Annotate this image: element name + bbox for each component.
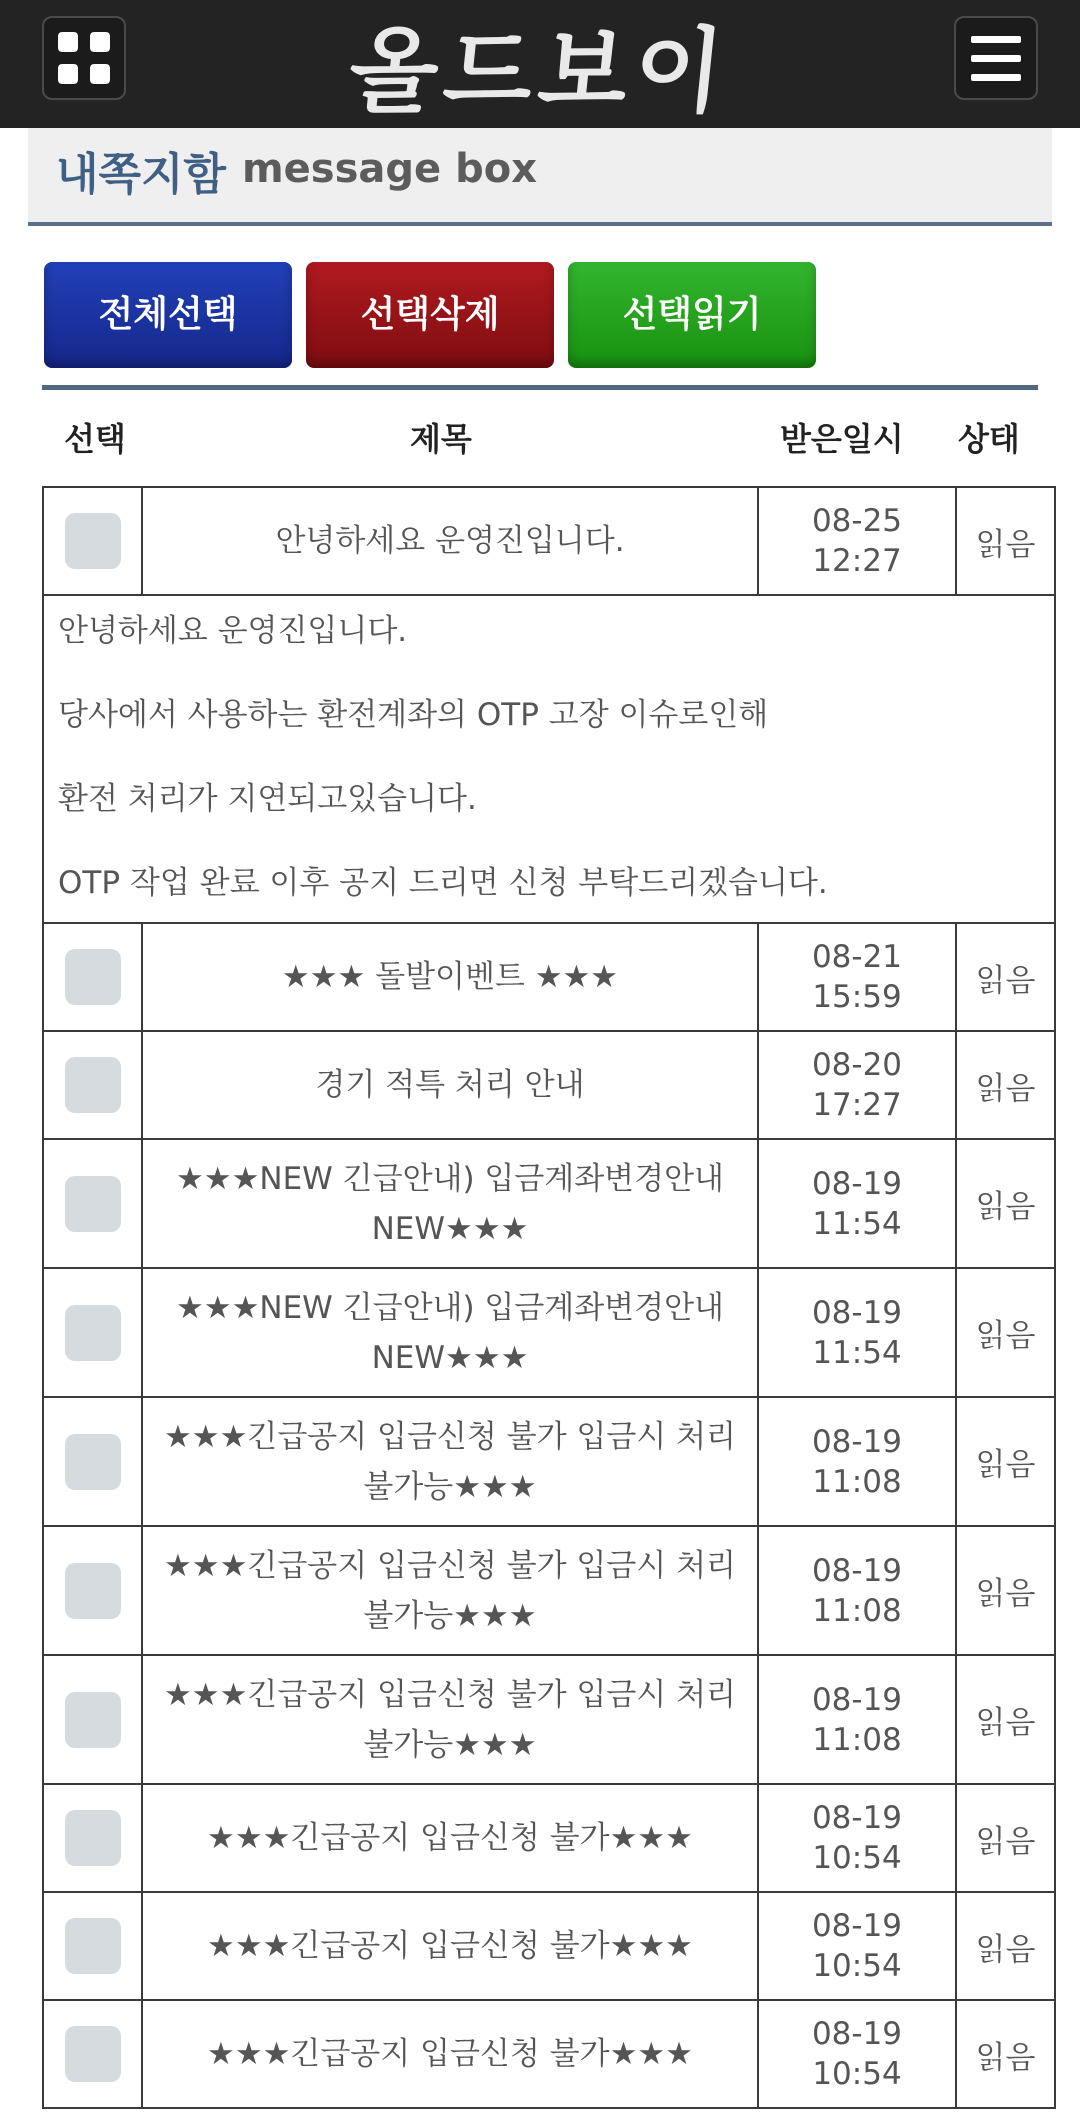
message-status: 읽음 (956, 1784, 1055, 1892)
message-line: 안녕하세요 운영진입니다. (58, 613, 408, 649)
message-time: 11:08 (812, 1721, 902, 1758)
row-checkbox[interactable] (65, 1563, 121, 1619)
row-checkbox[interactable] (65, 1057, 121, 1113)
message-time: 10:54 (812, 2056, 902, 2092)
expanded-message-row (43, 595, 1055, 923)
row-checkbox[interactable] (65, 1918, 121, 1974)
message-subject[interactable]: ★★★긴급공지 입금신청 불가 입금시 처리불가능★★★ (142, 1397, 758, 1526)
message-date: 08-19 (811, 2016, 903, 2052)
message-subject[interactable]: ★★★NEW 긴급안내) 입금계좌변경안내 NEW★★★ (142, 1268, 758, 1397)
header-subject: 제목 (410, 420, 472, 458)
message-status: 읽음 (956, 2000, 1055, 2108)
message-time: 10:54 (812, 1948, 902, 1984)
message-subject[interactable]: ★★★긴급공지 입금신청 불가★★★ (142, 2000, 758, 2108)
header-received: 받은일시 (780, 420, 904, 458)
row-checkbox[interactable] (65, 1810, 121, 1866)
page-title-bar (28, 128, 1052, 226)
row-checkbox[interactable] (65, 949, 121, 1005)
message-status: 읽음 (956, 923, 1055, 1031)
message-subject[interactable]: ★★★NEW 긴급안내) 입금계좌변경안내 NEW★★★ (142, 1139, 758, 1268)
message-subject[interactable]: ★★★ 돌발이벤트 ★★★ (142, 923, 758, 1031)
message-time: 17:27 (812, 1087, 902, 1123)
message-subject[interactable]: ★★★긴급공지 입금신청 불가 입금시 처리불가능★★★ (142, 1526, 758, 1655)
message-time: 10:54 (812, 1840, 902, 1876)
message-status: 읽음 (956, 1397, 1055, 1526)
row-checkbox[interactable] (65, 1176, 121, 1232)
header-select: 선택 (64, 420, 126, 458)
row-checkbox[interactable] (65, 2026, 121, 2082)
page-title: 내쪽지함 (56, 149, 227, 200)
row-checkbox[interactable] (65, 1305, 121, 1361)
message-status: 읽음 (956, 1526, 1055, 1655)
hamburger-menu-icon[interactable] (954, 16, 1038, 100)
table-row[interactable] (43, 1268, 1055, 1397)
message-date: 08-19 (811, 1908, 903, 1944)
message-status: 읽음 (956, 1031, 1055, 1139)
message-subject[interactable]: ★★★긴급공지 입금신청 불가★★★ (142, 1784, 758, 1892)
message-date: 08-19 (811, 1423, 903, 1460)
message-subject[interactable]: ★★★긴급공지 입금신청 불가★★★ (142, 1892, 758, 2000)
header-status: 상태 (958, 420, 1020, 458)
message-subject[interactable]: 안녕하세요 운영진입니다. (142, 487, 758, 595)
message-time: 11:54 (812, 1334, 902, 1371)
table-row[interactable] (43, 1655, 1055, 1784)
row-checkbox[interactable] (65, 1434, 121, 1490)
message-date: 08-19 (811, 1165, 903, 1202)
message-line: 환전 처리가 지연되고있습니다. (58, 781, 477, 817)
message-status: 읽음 (956, 487, 1055, 595)
message-date: 08-19 (811, 1552, 903, 1589)
message-time: 11:08 (812, 1592, 902, 1629)
table-row[interactable] (43, 1139, 1055, 1268)
table-row[interactable] (43, 1892, 1055, 2000)
top-bar (0, 0, 1080, 128)
table-row[interactable] (43, 487, 1055, 595)
message-date: 08-20 (811, 1047, 903, 1083)
message-body (43, 595, 1055, 923)
delete-selected-button[interactable]: 선택삭제 (306, 262, 554, 368)
message-subject[interactable]: ★★★긴급공지 입금신청 불가 입금시 처리불가능★★★ (142, 1655, 758, 1784)
message-subject[interactable]: 경기 적특 처리 안내 (142, 1031, 758, 1139)
select-all-button[interactable]: 전체선택 (44, 262, 292, 368)
message-date: 08-19 (811, 1800, 903, 1836)
grid-icon[interactable] (42, 16, 126, 100)
message-time: 12:27 (812, 543, 902, 579)
table-row[interactable] (43, 1784, 1055, 1892)
message-date: 08-25 (811, 503, 903, 539)
message-status: 읽음 (956, 1655, 1055, 1784)
table-row[interactable] (43, 1031, 1055, 1139)
page-subtitle: message box (242, 146, 538, 192)
message-time: 15:59 (812, 979, 902, 1015)
divider (42, 385, 1038, 390)
row-checkbox[interactable] (65, 1692, 121, 1748)
message-time: 11:08 (812, 1463, 902, 1500)
message-date: 08-19 (811, 1681, 903, 1718)
message-time: 11:54 (812, 1205, 902, 1242)
message-status: 읽음 (956, 1268, 1055, 1397)
table-row[interactable] (43, 1397, 1055, 1526)
site-logo[interactable]: 올드보이 (343, 17, 735, 125)
table-row[interactable] (43, 1526, 1055, 1655)
message-date: 08-21 (811, 939, 903, 975)
message-status: 읽음 (956, 1139, 1055, 1268)
table-row[interactable] (43, 923, 1055, 1031)
row-checkbox[interactable] (65, 513, 121, 569)
message-table (42, 486, 1056, 2109)
message-line: OTP 작업 완료 이후 공지 드리면 신청 부탁드리겠습니다. (58, 865, 828, 901)
message-line: 당사에서 사용하는 환전계좌의 OTP 고장 이슈로인해 (58, 697, 769, 733)
read-selected-button[interactable]: 선택읽기 (568, 262, 816, 368)
message-status: 읽음 (956, 1892, 1055, 2000)
message-date: 08-19 (811, 1294, 903, 1331)
table-row[interactable] (43, 2000, 1055, 2108)
